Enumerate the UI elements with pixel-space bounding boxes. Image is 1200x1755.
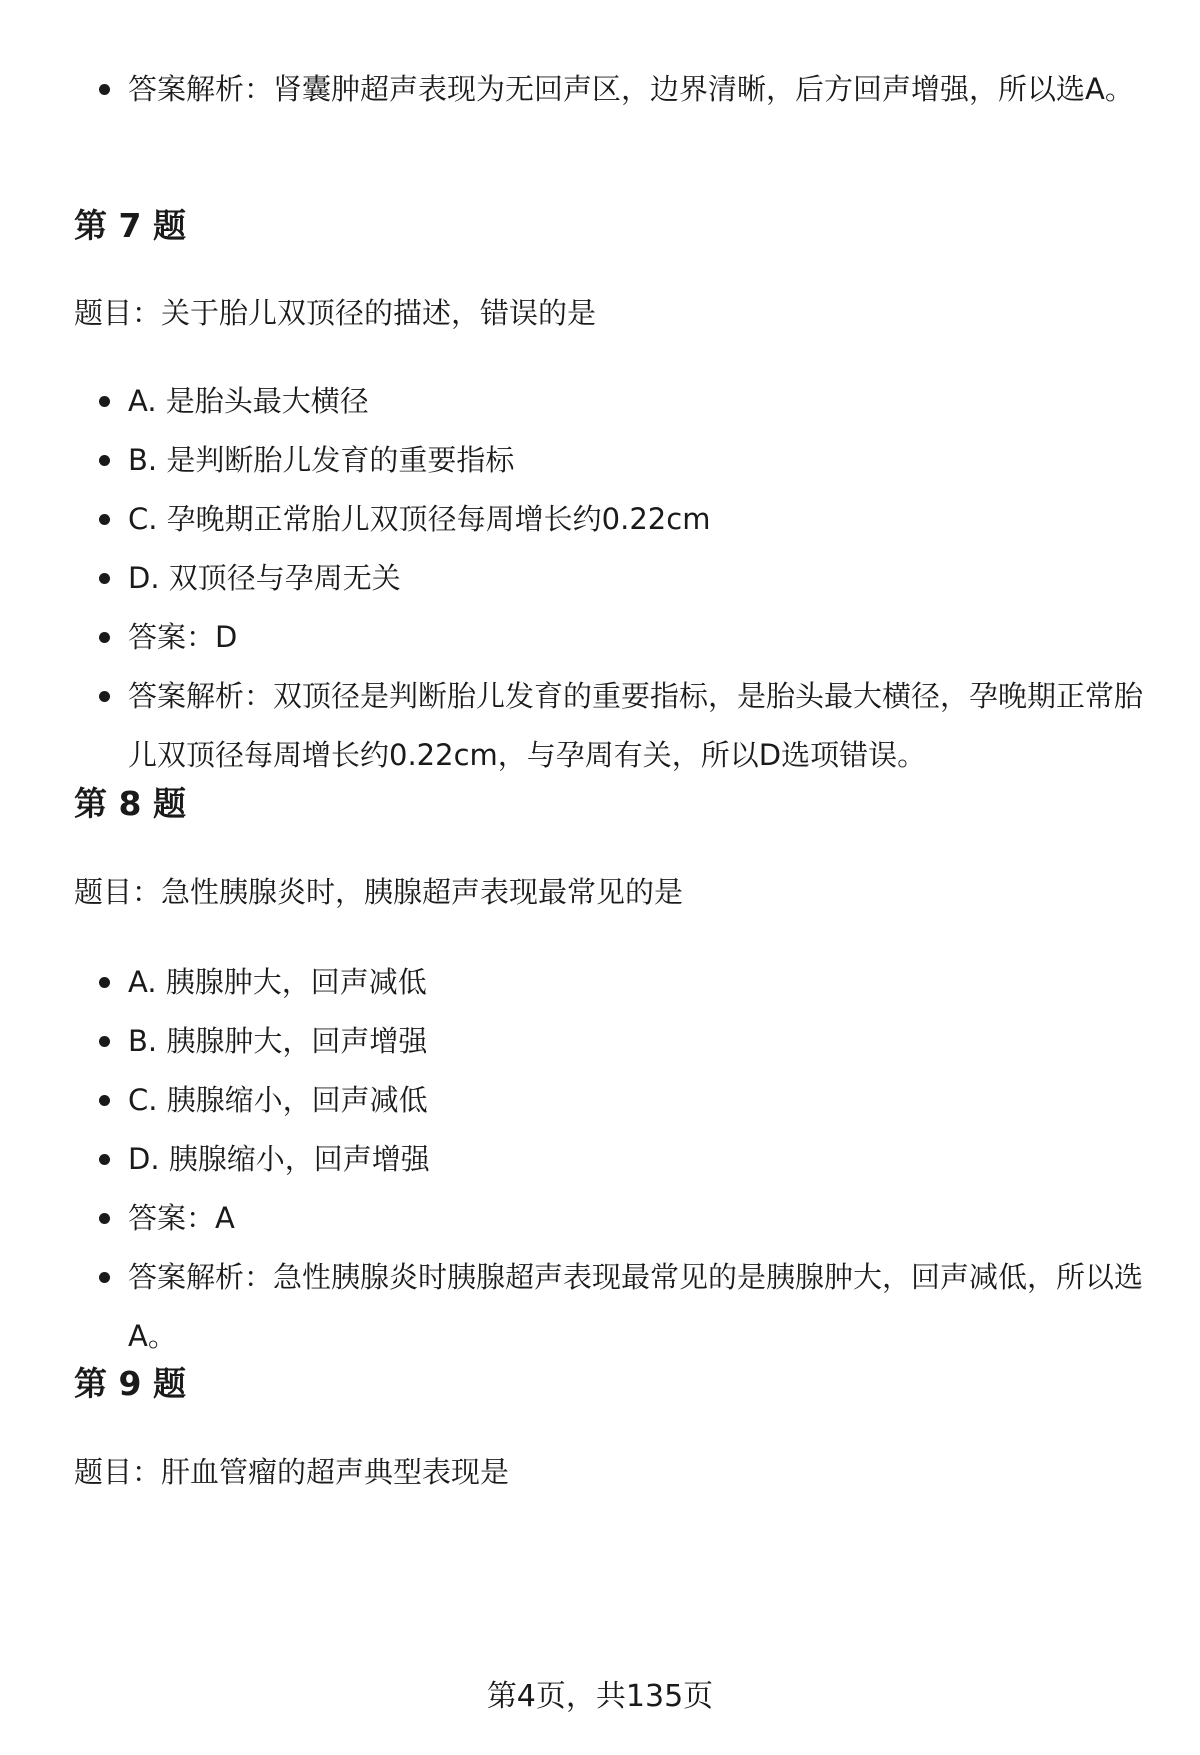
question-9-heading: 第 9 题 bbox=[74, 1364, 186, 1403]
question-7-items bbox=[0, 372, 1200, 785]
q7-option-d: D. 双顶径与孕周无关 bbox=[74, 549, 1160, 608]
question-7-heading: 第 7 题 bbox=[74, 206, 186, 245]
q8-option-a: A. 胰腺肿大，回声减低 bbox=[74, 953, 1160, 1012]
q8-option-c: C. 胰腺缩小，回声减低 bbox=[74, 1071, 1160, 1130]
q8-option-d: D. 胰腺缩小，回声增强 bbox=[74, 1130, 1160, 1189]
q7-option-c: C. 孕晚期正常胎儿双顶径每周增长约0.22cm bbox=[74, 490, 1160, 549]
q8-answer: 答案：A bbox=[74, 1189, 1160, 1248]
q7-option-b: B. 是判断胎儿发育的重要指标 bbox=[74, 431, 1160, 490]
q7-option-a: A. 是胎头最大横径 bbox=[74, 372, 1160, 431]
q8-explanation: 答案解析：急性胰腺炎时胰腺超声表现最常见的是胰腺肿大，回声减低，所以选A。 bbox=[74, 1248, 1160, 1366]
q8-option-b: B. 胰腺肿大，回声增强 bbox=[74, 1012, 1160, 1071]
prev-question-tail bbox=[0, 60, 1200, 119]
q7-answer: 答案：D bbox=[74, 608, 1160, 667]
q7-explanation: 答案解析：双顶径是判断胎儿发育的重要指标，是胎头最大横径，孕晚期正常胎儿双顶径每周增长约0.22cm，与孕周有关，所以D选项错误。 bbox=[74, 667, 1160, 785]
question-8-items bbox=[0, 953, 1200, 1366]
question-8-heading: 第 8 题 bbox=[74, 784, 186, 823]
question-8-text: 题目：急性胰腺炎时，胰腺超声表现最常见的是 bbox=[74, 875, 684, 909]
prev-explanation: 答案解析：肾囊肿超声表现为无回声区，边界清晰，后方回声增强，所以选A。 bbox=[74, 60, 1160, 119]
question-9-text: 题目：肝血管瘤的超声典型表现是 bbox=[74, 1455, 510, 1489]
page-number-footer: 第4页，共135页 bbox=[486, 1679, 714, 1714]
question-7-text: 题目：关于胎儿双顶径的描述，错误的是 bbox=[74, 296, 597, 330]
